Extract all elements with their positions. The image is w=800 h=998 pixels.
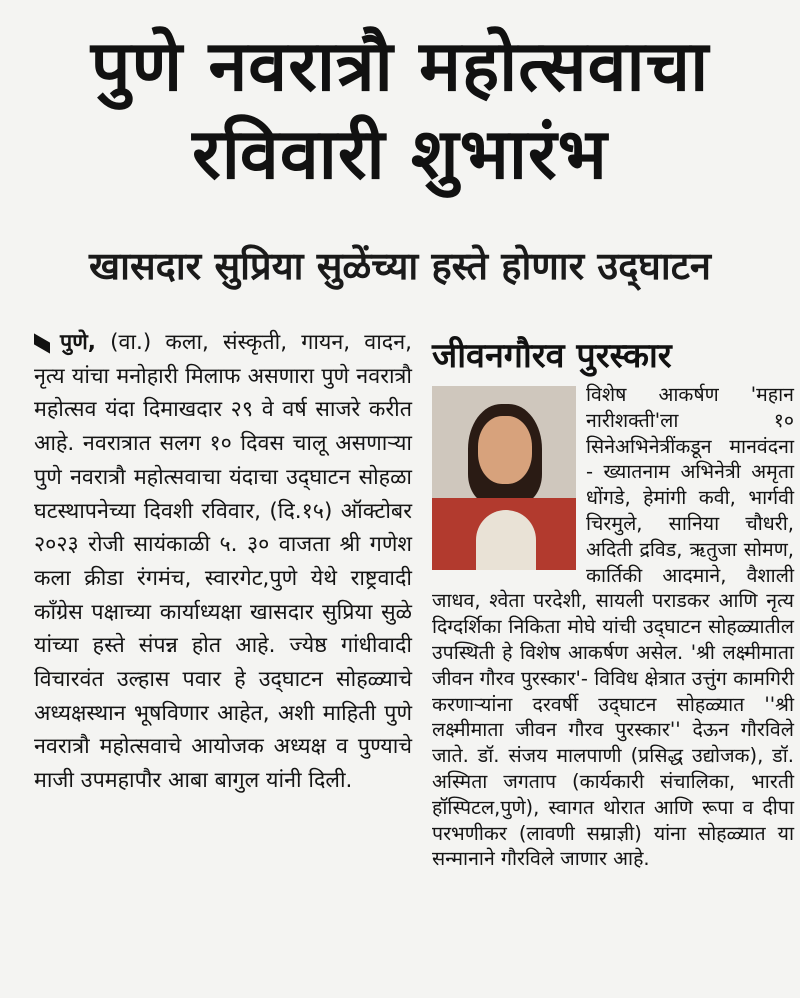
portrait-photo — [432, 386, 576, 570]
subheadline: खासदार सुप्रिया सुळेंच्या हस्ते होणार उद्‌घाटन — [89, 244, 711, 288]
main-article — [34, 326, 412, 798]
headline-line-2: रविवारी शुभारंभ — [192, 113, 608, 195]
bullet-marker-icon — [34, 333, 50, 353]
side-article-body: विशेष आकर्षण 'महान नारीशक्ती'ला १० सिनेअभिनेत्रींकडून मानवंदना - ख्यातनाम अभिनेत्री अमृता धोंगडे, हेमांगी कवी, भार्गवी चिरमुले, सानिया चौधरी, अदिती द्रविड, ऋतुजा सोमण, कार्तिकी आदमाने, वैशाली जाधव, श्वेता परदेशी, सायली पराडकर आणि नृत्य दिग्दर्शिका निकिता मोघे यांची उद्‌घाटन सोहळ्यातील उपस्थिती हे विशेष आकर्षण असेल. 'श्री लक्ष्मीमाता जीवन गौरव पुरस्कार'- विविध क्षेत्रात उत्तुंग कामगिरी करणाऱ्यांना दरवर्षी उद्‌घाटन सोहळ्यात ''श्री लक्ष्मीमाता जीवन गौरव पुरस्कार'' देऊन गौरविले जाते. डॉ. संजय मालपाणी (प्रसिद्ध उद्योजक), डॉ. अस्मिता जगताप (कार्यकारी संचालिका, भारती हॉस्पिटल,पुणे), स्वागत थोरात आणि रूपा व दीपा परभणीकर (लावणी सम्राज्ञी) यांना सोहळ्यात या सन्मानाने गौरविले जाणार आहे. — [432, 383, 794, 871]
headline-line-1: पुणे नवरात्रौ महोत्सवाचा — [90, 25, 710, 107]
article-dateline: पुणे, — [60, 330, 96, 355]
headline — [10, 22, 790, 198]
main-article-paragraph — [34, 326, 412, 798]
main-article-body: (वा.) कला, संस्कृती, गायन, वादन, नृत्य यांचा मनोहारी मिलाफ असणारा पुणे नवरात्रौ महोत्सव यंदा दिमाखदार २९ वे वर्ष साजरे करीत आहे. नवरात्रात सलग १० दिवस चालू असणाऱ्या पुणे नवरात्रौ महोत्सवाचा यंदाचा उद्‌घाटन सोहळा घटस्थापनेच्या दिवशी रविवार, (दि.१५) ऑक्टोबर २०२३ रोजी सायंकाळी ५. ३० वाजता श्री गणेश कला क्रीडा रंगमंच, स्वारगेट,पुणे येथे राष्ट्रवादी काँग्रेस पक्षाच्या कार्याध्यक्षा खासदार सुप्रिया सुळे यांच्या हस्ते संपन्न होत आहे. ज्येष्ठ गांधीवादी विचारवंत उल्हास पवार हे उद्‌घाटन सोहळ्याचे अध्यक्षस्थान भूषविणार आहेत, अशी माहिती पुणे नवरात्रौ महोत्सवाचे आयोजक अध्यक्ष व पुण्याचे माजी उपमहापौर आबा बागुल यांनी दिली. — [34, 330, 412, 794]
side-article-title: जीवनगौरव पुरस्कार — [432, 336, 672, 376]
side-article — [432, 382, 794, 872]
